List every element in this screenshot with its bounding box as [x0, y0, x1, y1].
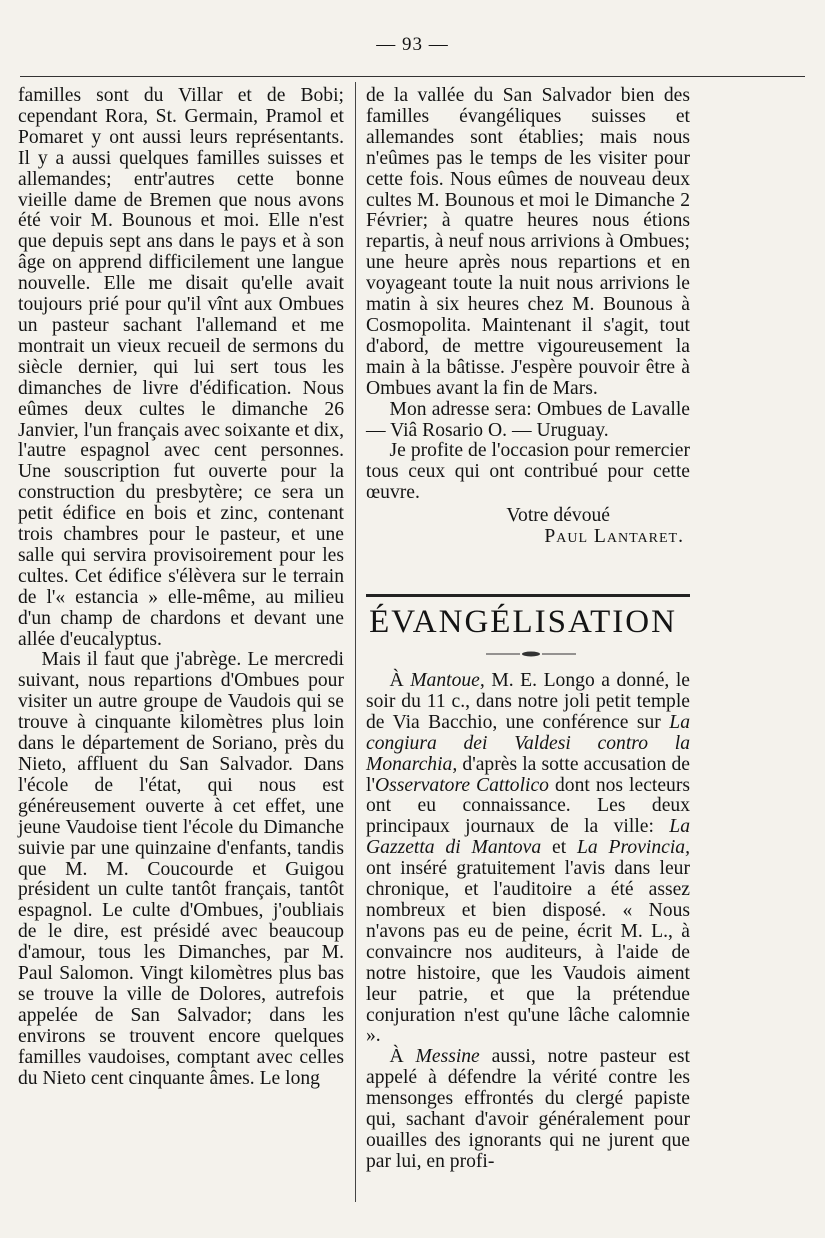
signature-name: Paul Lantaret. — [544, 526, 684, 548]
page-number: — 93 — — [376, 34, 449, 55]
evangelisation-paragraph-1 — [366, 671, 690, 1047]
text-run: M. E. Longo a donné, le soir du 11 c., dans notre joli petit temple de Via Bacchio, une conférence sur — [366, 670, 690, 733]
left-column — [18, 86, 344, 1090]
journal-name: La Provincia, — [577, 837, 690, 859]
text-run: ont inséré gratuitement l'avis dans leur chronique, et l'auditoire a été assez nombreux et bien disposé. « Nous n'avons pas eu de peine, écrit M. L., à convaincre nos auditeurs, à l'aide de notre histoire, que les Vaudois aiment leur patrie, et que la prétendue conjuration n'est qu'une lâche calomnie ». — [366, 858, 690, 1047]
journal-name: Osservatore Cattolico — [374, 774, 549, 796]
section-heading: ÉVANGÉLISATION — [369, 604, 677, 640]
signature-closing: Votre dévoué — [506, 505, 610, 527]
left-paragraph-1: familles sont du Villar et de Bobi; cependant Rora, St. Germain, Pramol et Pomaret y ont aussi leurs représentants. Il y a aussi quelques familles suisses et allemandes; entr'autres cette bonne vieille dame de Bremen que nous avons été voir M. Bounous et moi. Elle n'est que depuis sept ans dans le pays et à son âge on apprend difficilement une langue nouvelle. Elle me disait qu'elle avait toujours prié pour qu'il vînt aux Ombues un pasteur sachant l'allemand et me montrait un vieux recueil de sermons du siècle dernier, qui lui sert tous les dimanches de livre d'édification. Nous eûmes deux cultes le dimanche 26 Janvier, l'un français avec soixante et dix, l'autre espagnol avec cent personnes. Une souscription fut ouverte pour la construction du presbytère; ce sera un petit édifice en bois et zinc, contenant trois chambres pour le pasteur, et une salle qui servira provisoirement pour les cultes. Cet édifice s'élèvera sur le terrain de l'« estancia » elle-même, au milieu d'un champ de chardons et devant une allée d'eucalyptus. — [18, 85, 344, 650]
address-paragraph: Mon adresse sera: Ombues de Lavalle — Viâ Rosario O. — Uruguay. — [366, 398, 690, 441]
place-name: Messine — [415, 1046, 480, 1068]
evangelisation-paragraph-2 — [366, 1047, 690, 1172]
thanks-paragraph: Je profite de l'occasion pour remercier tous ceux qui ont contribué pour cette œuvre. — [366, 440, 690, 504]
ornament-divider — [486, 650, 576, 658]
text-run: aussi, notre pasteur est appelé à défendre la vérité contre les mensonges effrontés du clergé papiste qui, sachant d'avoir généralement pour ouailles des ignorants qui ne jurent que par lui, en profi- — [366, 1046, 690, 1172]
text-run: d'après la sotte accusation de l' — [366, 753, 690, 796]
conference-title: La congiura dei Valdesi contro la Monarchia, — [366, 711, 690, 775]
left-paragraph-2: Mais il faut que j'abrège. Le mercredi suivant, nous repartions d'Ombues pour visiter un autre groupe de Vaudois qui se trouve à cinquante kilomètres plus loin dans le département de Soriano, près du Nieto, affluent du San Salvador. Dans l'école de l'état, qui nous est généreusement ouverte à cet effet, une jeune Vaudoise tient l'école du Dimanche suivie par une quinzaine d'enfants, tandis que M. M. Coucourde et Guigou président un culte tantôt français, tantôt espagnol. Le culte d'Ombues, j'oubliais de le dire, est présidé avec beaucoup d'amour, tous les Dimanches, par M. Paul Salomon. Vingt kilomètres plus bas se trouve la ville de Dolores, autrefois appelée de San Salvador; dans les environs se trouvent encore quelques familles vaudoises, comptant avec celles du Nieto cent cinquante âmes. Le long — [18, 649, 344, 1089]
text-run: À — [389, 1046, 416, 1068]
section-rule — [366, 594, 690, 597]
text-run: et — [541, 837, 578, 859]
evangelisation-body — [366, 671, 690, 1173]
right-column-top — [366, 86, 690, 548]
column-divider — [355, 82, 356, 1202]
text-run: À — [389, 670, 411, 691]
right-paragraph-1: de la vallée du San Salvador bien des familles évangéliques suisses et allemandes sont établies; mais nous n'eûmes pas le temps de les visiter pour cette fois. Nous eûmes de nouveau deux cultes M. Bounous et moi le Dimanche 2 Février; à quatre heures nous étions repartis, à neuf nous arrivions à Ombues; une heure après nous repartions et en voyageant toute la nuit nous arrivions le matin à six heures chez M. Bounous à Cosmopolita. Maintenant il s'agit, tout d'abord, de mettre vigoureusement la main à la bâtisse. J'espère pouvoir être à Ombues avant la fin de Mars. — [366, 85, 690, 399]
header-rule — [20, 76, 805, 77]
text-run: dont nos lecteurs ont eu connaissance. Les deux principaux journaux de la ville: — [366, 774, 690, 838]
place-name: Mantoue, — [410, 670, 485, 691]
journal-name: La Gazzetta di Mantova — [366, 816, 690, 859]
